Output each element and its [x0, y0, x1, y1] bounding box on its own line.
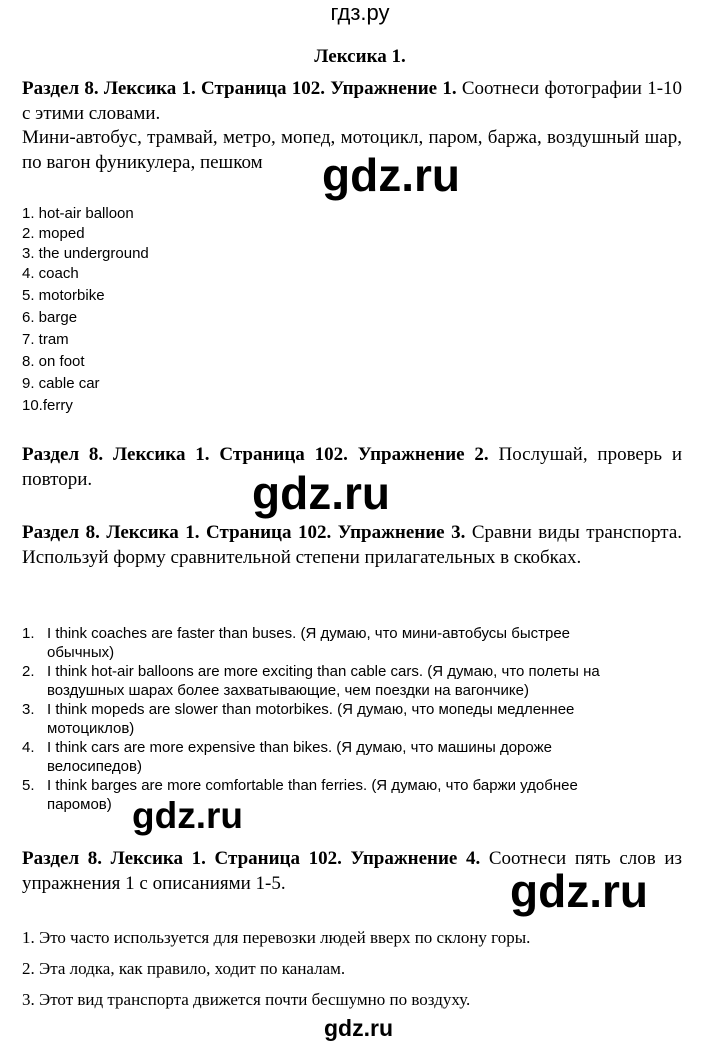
exercise-3-task: Сравни виды транспорта. Используй форму сравнительной степени прилагательных в скобках. [22, 522, 683, 568]
exercise-1-words: Мини-автобус, трамвай, метро, мопед, мотоцикл, паром, баржа, воздушный шар, по вагон фуникулера, пешком [22, 127, 682, 173]
list-item: 1. hot-air balloon [22, 205, 134, 222]
list-item: 9. cable car [22, 375, 100, 392]
watermark: gdz.ru [322, 149, 460, 201]
list-item: 1. Это часто используется для перевозки людей вверх по склону горы. [22, 928, 531, 947]
exercise-1-heading [22, 76, 682, 126]
list-item [22, 776, 662, 814]
exercise-1-answers [22, 204, 322, 424]
item-line: I think cars are more expensive than bikes. (Я думаю, что машины дороже [47, 739, 552, 756]
list-item: 5. motorbike [22, 287, 105, 304]
item-number: 2. [22, 663, 35, 680]
watermark: gdz.ru [324, 1015, 393, 1041]
list-item [22, 624, 662, 662]
list-item: 2. moped [22, 225, 85, 242]
list-item: 7. tram [22, 331, 69, 348]
item-line: воздушных шарах более захватывающие, чем поездки на вагончике) [47, 682, 529, 699]
item-line: I think mopeds are slower than motorbikes. (Я думаю, что мопеды медленнее [47, 701, 575, 718]
exercise-1-task: Соотнеси фотографии 1-10 с этими словами. [22, 78, 683, 124]
item-number: 1. [22, 625, 35, 642]
item-line: мотоциклов) [47, 720, 135, 737]
list-item: 3. the underground [22, 245, 149, 262]
watermark: gdz.ru [252, 467, 390, 519]
list-item: 10.ferry [22, 397, 73, 414]
watermark: gdz.ru [510, 865, 648, 917]
item-number: 5. [22, 777, 35, 794]
exercise-4-label: Раздел 8. Лексика 1. Страница 102. Упражнение 4. [22, 848, 481, 869]
list-item: 3. Этот вид транспорта движется почти бесшумно по воздуху. [22, 990, 471, 1009]
exercise-1-label: Раздел 8. Лексика 1. Страница 102. Упражнение 1. [22, 78, 457, 99]
item-line: I think barges are more comfortable than ferries. (Я думаю, что баржи удобнее [47, 777, 578, 794]
site-header: гдз.ру [330, 0, 390, 25]
exercise-4-task: Соотнеси пять слов из упражнения 1 с описаниями 1-5. [22, 848, 683, 894]
exercise-2-task: Послушай, проверь и повтори. [22, 444, 683, 490]
list-item: 6. barge [22, 309, 78, 326]
item-line: велосипедов) [47, 758, 142, 775]
list-item [22, 700, 662, 738]
watermark: gdz.ru [132, 795, 243, 836]
exercise-3-heading [22, 520, 682, 570]
exercise-2-label: Раздел 8. Лексика 1. Страница 102. Упражнение 2. [22, 444, 489, 465]
page-title: Лексика 1. [314, 46, 406, 67]
item-line: паромов) [47, 796, 112, 813]
list-item [22, 662, 662, 700]
item-number: 4. [22, 739, 35, 756]
list-item [22, 738, 662, 776]
item-number: 3. [22, 701, 35, 718]
item-line: обычных) [47, 644, 115, 661]
item-line: I think hot-air balloons are more exciting than cable cars. (Я думаю, что полеты на [47, 663, 600, 680]
list-item: 4. coach [22, 265, 79, 282]
list-item: 8. on foot [22, 353, 85, 370]
item-line: I think coaches are faster than buses. (Я думаю, что мини-автобусы быстрее [47, 625, 571, 642]
exercise-3-label: Раздел 8. Лексика 1. Страница 102. Упражнение 3. [22, 522, 466, 543]
exercise-4-items [22, 927, 702, 1020]
exercise-3-answers [22, 624, 662, 814]
list-item: 2. Эта лодка, как правило, ходит по каналам. [22, 959, 346, 978]
